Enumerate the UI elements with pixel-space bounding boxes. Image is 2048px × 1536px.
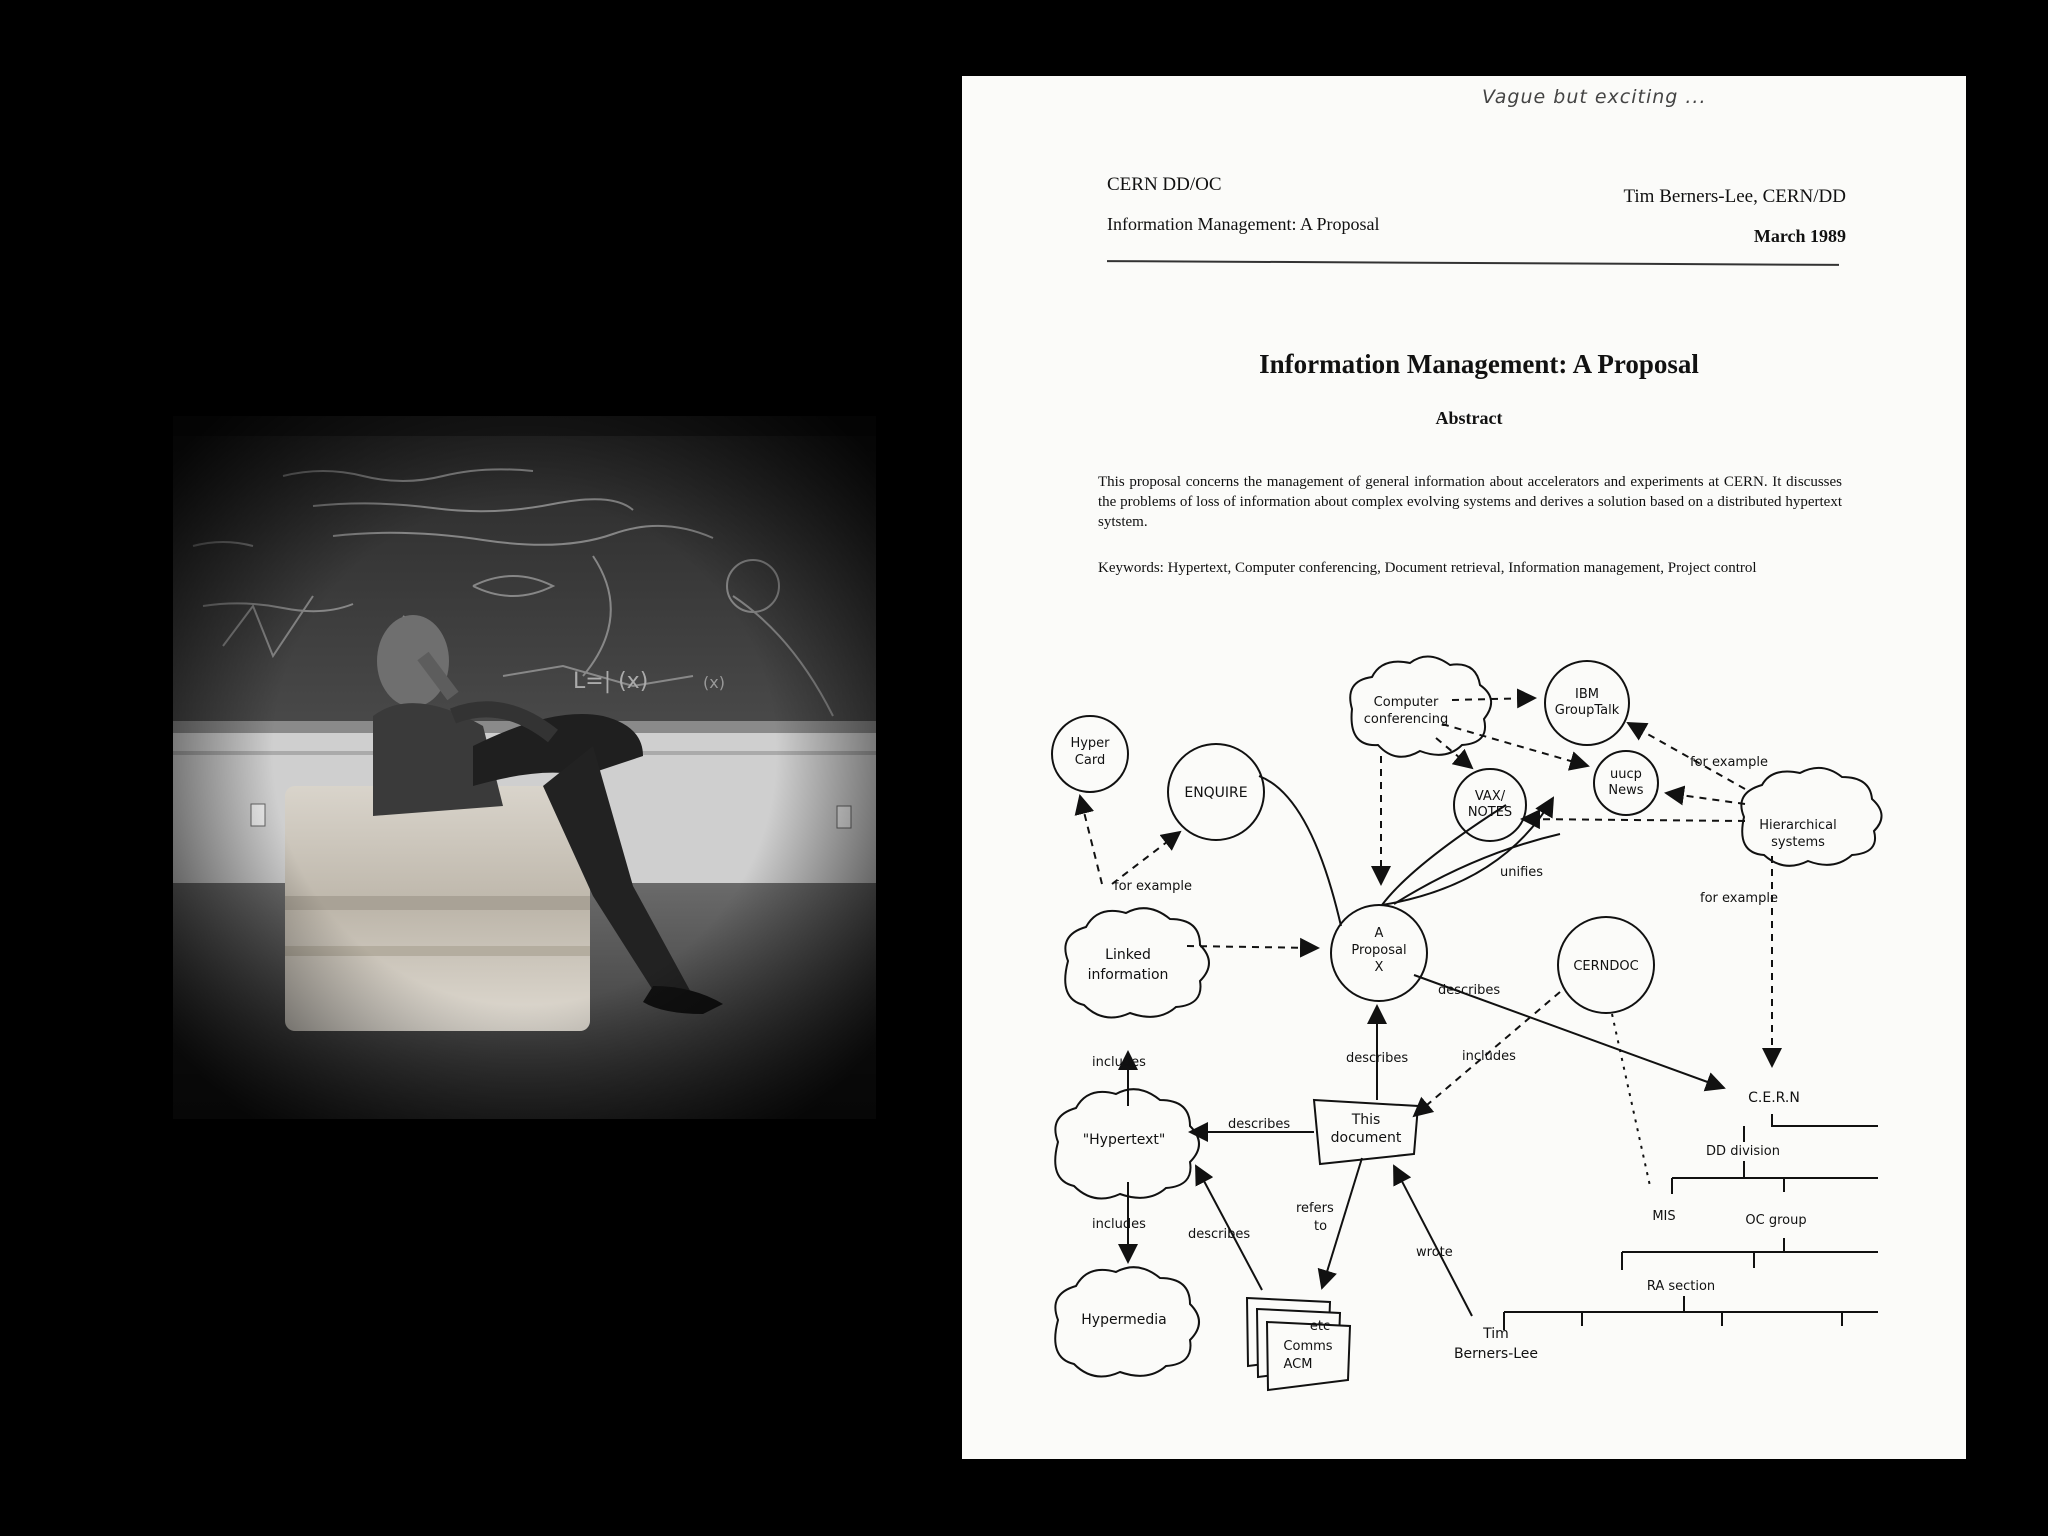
node-hierarchical-systems xyxy=(1741,768,1881,866)
proposal-diagram xyxy=(962,76,1966,1459)
label-this-document-1: This xyxy=(1351,1112,1381,1128)
label-vax-2: NOTES xyxy=(1467,805,1513,820)
label-berners-lee: Berners-Lee xyxy=(1453,1346,1539,1362)
edge-label-describes-hypertext: describes xyxy=(1228,1117,1291,1132)
label-hypercard-2: Card xyxy=(1074,753,1106,768)
label-etc: etc xyxy=(1309,1319,1331,1334)
edge-label-to: to xyxy=(1314,1219,1328,1234)
label-acm: ACM xyxy=(1283,1357,1313,1372)
label-ra-section: RA section xyxy=(1646,1279,1716,1294)
edge-label-for-example-lower: for example xyxy=(1700,891,1778,906)
label-ibm-1: IBM xyxy=(1575,687,1599,702)
label-computer-conferencing-1: Computer xyxy=(1373,695,1439,710)
edge-label-for-example-right: for example xyxy=(1690,755,1768,770)
label-mis: MIS xyxy=(1652,1209,1676,1224)
label-hierarchical-1: Hierarchical xyxy=(1759,818,1837,833)
label-uucp-2: News xyxy=(1608,783,1644,798)
label-proposal-3: X xyxy=(1374,960,1384,975)
label-ibm-2: GroupTalk xyxy=(1554,703,1620,718)
label-cern: C.E.R.N xyxy=(1748,1090,1800,1106)
label-uucp-1: uucp xyxy=(1610,767,1642,782)
label-cerndoc: CERNDOC xyxy=(1573,959,1639,974)
label-linked-1: Linked xyxy=(1105,947,1151,963)
label-hypertext: "Hypertext" xyxy=(1082,1132,1166,1148)
label-this-document-2: document xyxy=(1330,1130,1402,1146)
label-proposal-2: Proposal xyxy=(1351,943,1407,958)
label-hierarchical-2: systems xyxy=(1771,835,1825,850)
handwritten-note: Vague but exciting ... xyxy=(1482,86,1707,108)
edge-label-includes-linked: includes xyxy=(1092,1055,1146,1070)
document-title: Information Management: A Proposal xyxy=(1259,349,1699,379)
label-hypermedia: Hypermedia xyxy=(1081,1312,1167,1328)
label-dd-division: DD division xyxy=(1706,1144,1780,1159)
edge-label-describes-stack: describes xyxy=(1188,1227,1251,1242)
edge-label-wrote: wrote xyxy=(1416,1245,1453,1260)
edge-label-includes-hypermedia: includes xyxy=(1092,1217,1146,1232)
abstract-text: This proposal concerns the management of general information about accelerators and experiments at CERN. It discusses the problems of loss of information about complex evolving systems and derives a solution based on a distributed hypertext sytstem. xyxy=(1098,474,1842,530)
portrait-photo xyxy=(173,416,876,1119)
label-tim: Tim xyxy=(1483,1326,1509,1342)
doc-comms-acm xyxy=(1267,1322,1350,1390)
edge-label-for-example-left: for example xyxy=(1114,879,1192,894)
person-at-chalkboard-photo xyxy=(173,416,876,1119)
label-oc-group: OC group xyxy=(1745,1213,1807,1228)
edge-label-describes-proposal: describes xyxy=(1438,983,1501,998)
abstract-heading: Abstract xyxy=(1435,408,1503,428)
label-vax-1: VAX/ xyxy=(1474,789,1506,804)
header-doc-title: Information Management: A Proposal xyxy=(1107,214,1380,234)
edge-label-unifies: unifies xyxy=(1500,865,1544,880)
header-author: Tim Berners-Lee, CERN/DD xyxy=(1623,186,1846,207)
edge-label-describes-document: describes xyxy=(1346,1051,1409,1066)
label-enquire: ENQUIRE xyxy=(1184,785,1248,801)
edge-label-includes-cerndoc: includes xyxy=(1462,1049,1516,1064)
label-computer-conferencing-2: conferencing xyxy=(1363,712,1449,727)
header-department: CERN DD/OC xyxy=(1107,174,1222,195)
header-date: March 1989 xyxy=(1753,226,1846,246)
label-proposal-1: A xyxy=(1374,926,1384,941)
keywords-text: Keywords: Hypertext, Computer conferencing, Document retrieval, Information management, Project control xyxy=(1098,560,1757,576)
proposal-document xyxy=(962,76,1966,1459)
label-comms: Comms xyxy=(1283,1339,1333,1354)
label-hypercard-1: Hyper xyxy=(1070,736,1110,751)
label-linked-2: information xyxy=(1087,967,1169,983)
edge-label-refers: refers xyxy=(1296,1201,1334,1216)
